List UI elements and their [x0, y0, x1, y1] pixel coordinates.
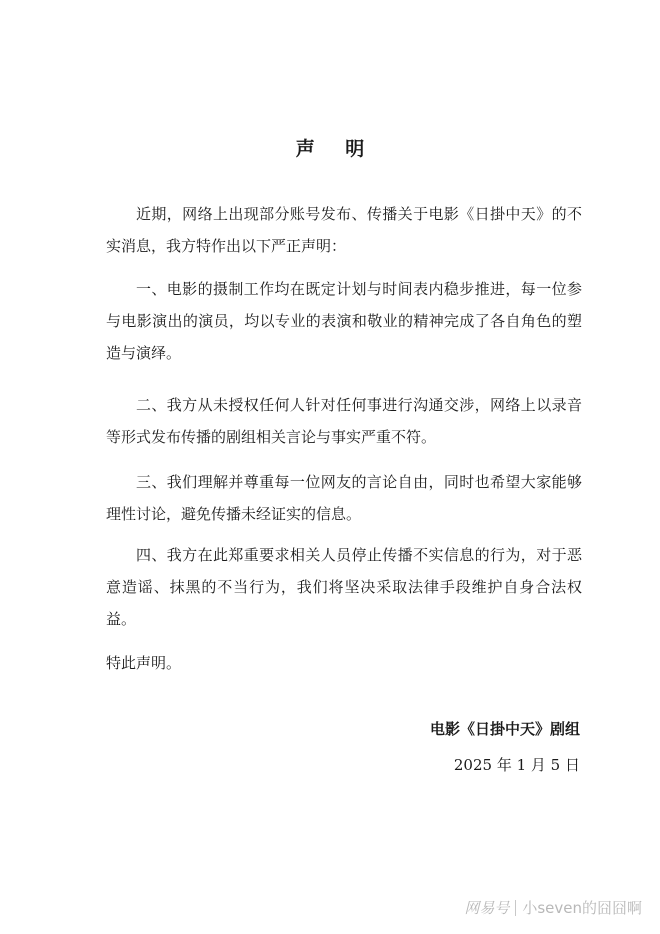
signature-date: 2025 年 1 月 5 日	[453, 756, 580, 774]
watermark-logo: 网易号	[464, 899, 510, 917]
point-4-paragraph: 四、我方在此郑重要求相关人员停止传播不实信息的行为，对于恶意造谣、抹黑的不当行为，我们将坚决采取法律手段维护自身合法权益。	[106, 546, 582, 628]
watermark	[464, 897, 642, 918]
closing-line: 特此声明。	[106, 654, 182, 672]
watermark-account: 小seven的囧囧啊	[522, 899, 642, 917]
point-1-paragraph: 一、电影的摄制工作均在既定计划与时间表内稳步推进，每一位参与电影演出的演员，均以专业的表演和敬业的精神完成了各自角色的塑造与演绎。	[106, 280, 582, 362]
point-2-paragraph: 二、我方从未授权任何人针对任何事进行沟通交涉，网络上以录音等形式发布传播的剧组相关言论与事实严重不符。	[106, 396, 582, 446]
document-title: 声 明	[295, 137, 377, 160]
intro-paragraph: 近期，网络上出现部分账号发布、传播关于电影《日掛中天》的不实消息，我方特作出以下严正声明：	[106, 205, 582, 255]
signature-org: 电影《日掛中天》剧组	[429, 720, 580, 738]
watermark-divider	[515, 900, 516, 916]
point-3-paragraph: 三、我们理解并尊重每一位网友的言论自由，同时也希望大家能够理性讨论，避免传播未经证实的信息。	[106, 473, 582, 523]
